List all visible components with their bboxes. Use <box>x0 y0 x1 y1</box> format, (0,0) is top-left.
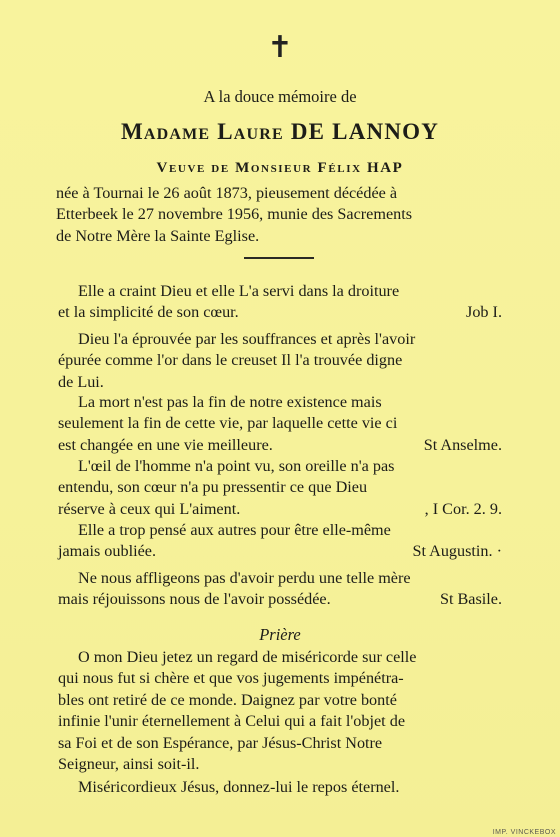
quote-block <box>58 329 504 393</box>
divider <box>244 257 314 259</box>
widow-line: Veuve de Monsieur Félix HAP <box>156 160 404 176</box>
quote-reference: , I Cor. 2. 9. <box>424 499 502 518</box>
quote-block <box>58 392 504 456</box>
birth-line: de Notre Mère la Sainte Eglise. <box>56 226 260 245</box>
quote-line: et la simplicité de son cœur. <box>58 303 239 322</box>
quote-reference: St Augustin. · <box>412 542 502 561</box>
quote-last-row <box>58 372 504 393</box>
prayer-line: Seigneur, ainsi soit-il. <box>58 755 200 774</box>
quote-line: seulement la fin de cette vie, par laquelle cette vie ci <box>58 414 398 433</box>
prayer-line: infinie l'unir éternellement à Celui qui a fait l'objet de <box>58 712 406 731</box>
final-invocation <box>58 777 504 798</box>
quote-block <box>58 520 504 563</box>
intro-text: A la douce mémoire de <box>203 87 357 106</box>
prayer-title: Prière <box>259 625 301 644</box>
quote-last-row <box>58 435 504 456</box>
deceased-name: Madame Laure DE LANNOY <box>120 119 440 144</box>
prayer-line: qui nous fut si chère et que vos jugements impénétra- <box>58 669 404 688</box>
birth-line: née à Tournai le 26 août 1873, pieusement décédée à <box>56 184 398 202</box>
quote-block <box>58 568 504 611</box>
cross-icon: ✝ <box>267 30 293 65</box>
quote-line: est changée en une vie meilleure. <box>58 435 273 454</box>
quote-last-row <box>58 302 504 323</box>
quote-line: Elle a craint Dieu et elle L'a servi dans la droiture <box>78 282 400 300</box>
quote-reference: St Basile. <box>439 590 502 609</box>
printer-mark: IMP. VINCKEBOX <box>492 829 556 836</box>
quote-block <box>58 456 504 520</box>
quote-last-row <box>58 499 504 520</box>
quote-last-row <box>58 589 504 610</box>
quote-line: épurée comme l'or dans le creuset Il l'a trouvée digne <box>58 351 403 370</box>
prayer-text <box>58 647 504 775</box>
prayer-line: O mon Dieu jetez un regard de miséricorde sur celle <box>78 648 417 666</box>
final-line: Miséricordieux Jésus, donnez-lui le repos éternel. <box>78 778 400 796</box>
quote-reference <box>502 372 504 393</box>
quote-line: jamais oubliée. <box>58 542 156 561</box>
quote-line: L'œil de l'homme n'a point vu, son oreille n'a pas <box>78 457 395 475</box>
quote-line: réserve à ceux qui L'aiment. <box>58 499 241 518</box>
quote-last-row <box>58 541 504 562</box>
quote-line: Elle a trop pensé aux autres pour être elle-même <box>78 521 391 539</box>
quote-reference: St Anselme. <box>423 435 502 454</box>
prayer-line: bles ont retiré de ce monde. Daignez par votre bonté <box>58 690 397 709</box>
quote-line: La mort n'est pas la fin de notre existence mais <box>78 393 382 411</box>
quote-block <box>58 281 504 324</box>
quote-line: Dieu l'a éprouvée par les souffrances et après l'avoir <box>78 330 416 348</box>
birth-line: Etterbeek le 27 novembre 1956, munie des Sacrements <box>56 205 413 224</box>
quote-line: entendu, son cœur n'a pu pressentir ce que Dieu <box>58 478 368 497</box>
quote-line: de Lui. <box>58 372 104 391</box>
quote-reference: Job I. <box>466 303 502 322</box>
quote-line: Ne nous affligeons pas d'avoir perdu une telle mère <box>78 569 411 587</box>
prayer-line: sa Foi et de son Espérance, par Jésus-Christ Notre <box>58 733 383 752</box>
quote-line: mais réjouissons nous de l'avoir possédée. <box>58 590 331 609</box>
birth-death-details <box>56 183 506 247</box>
